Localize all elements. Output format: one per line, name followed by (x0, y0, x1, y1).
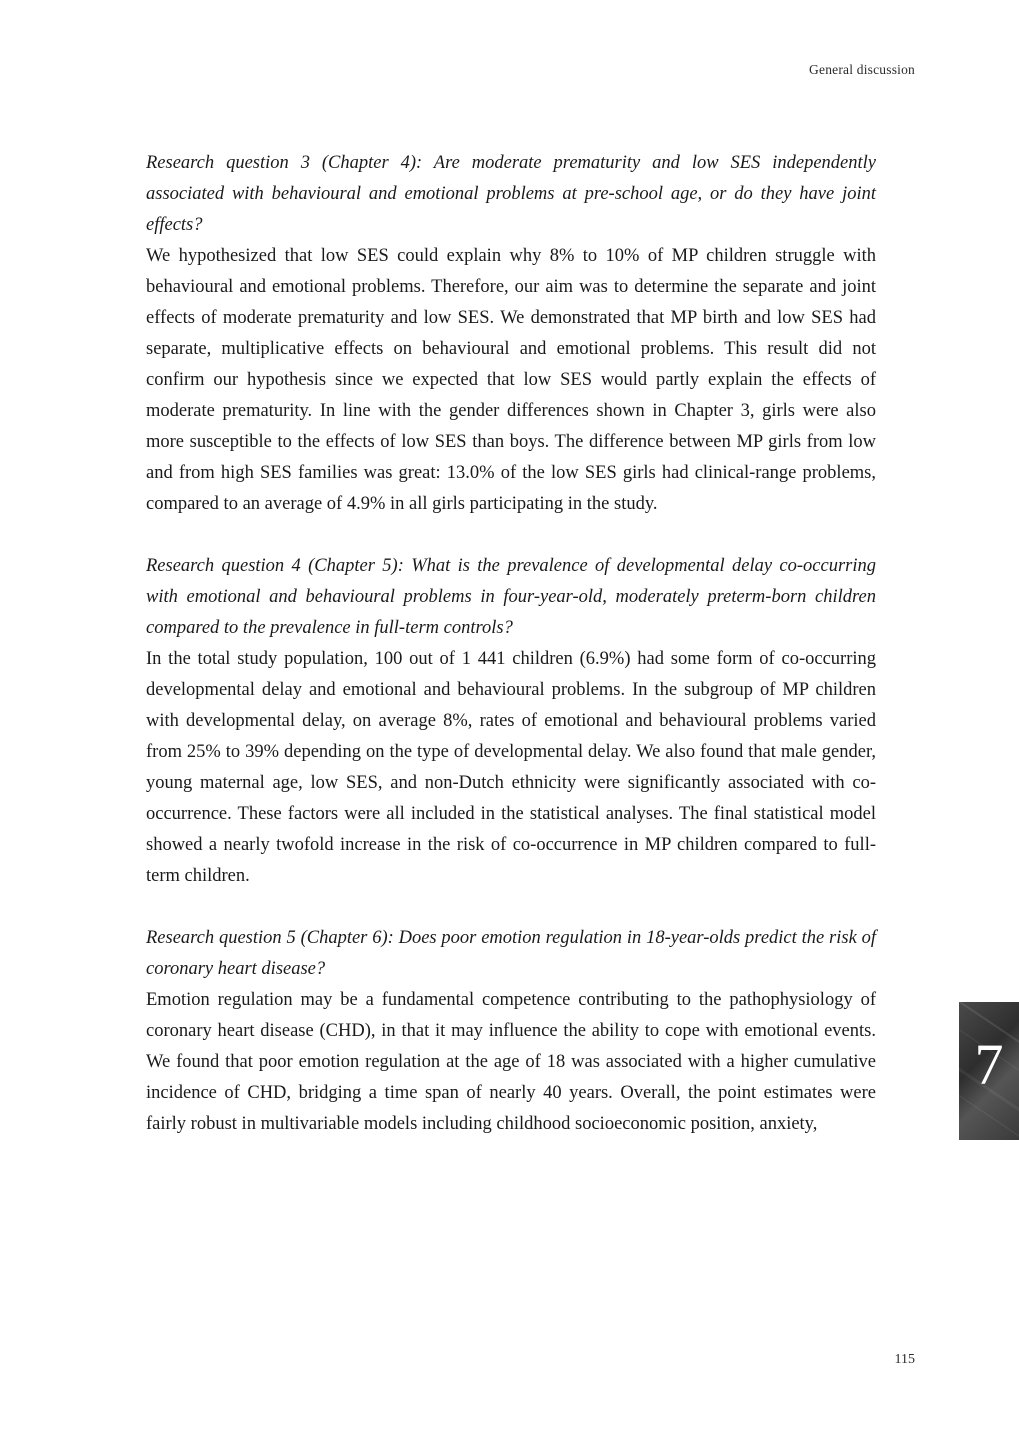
research-question-body: In the total study population, 100 out of 1 441 children (6.9%) had some form of co-occurring developmental delay and emotional and behavioural problems. In the subgroup of MP children with developmental delay, on average 8%, rates of emotional and behavioural problems varied from 25% to 39% depending on the type of developmental delay. We also found that male gender, young maternal age, low SES, and non-Dutch ethnicity were significantly associated with co-occurrence. These factors were all included in the statistical analyses. The final statistical model showed a nearly twofold increase in the risk of co-occurrence in MP children compared to full-term children. (146, 649, 876, 886)
research-question-heading: Research question 5 (Chapter 6): Does poor emotion regulation in 18-year-olds predict the risk of coronary heart disease? (146, 928, 876, 979)
section-research-question-4 (146, 551, 876, 892)
page-number: 115 (894, 1352, 915, 1367)
section-research-question-5 (146, 923, 876, 1140)
running-head: General discussion (809, 62, 915, 77)
research-question-body: We hypothesized that low SES could explain why 8% to 10% of MP children struggle with behavioural and emotional problems. Therefore, our aim was to determine the separate and joint effects of moderate prematurity and low SES. We demonstrated that MP birth and low SES had separate, multiplicative effects on behavioural and emotional problems. This result did not confirm our hypothesis since we expected that low SES would partly explain the effects of moderate prematurity. In line with the gender differences shown in Chapter 3, girls were also more susceptible to the effects of low SES than boys. The difference between MP girls from low and from high SES families was great: 13.0% of the low SES girls had clinical-range problems, compared to an average of 4.9% in all girls participating in the study. (146, 246, 876, 514)
section-research-question-3 (146, 148, 876, 520)
page-body (146, 148, 876, 1140)
research-question-body: Emotion regulation may be a fundamental competence contributing to the pathophysiology of coronary heart disease (CHD), in that it may influence the ability to cope with emotional events. We found that poor emotion regulation at the age of 18 was associated with a higher cumulative incidence of CHD, bridging a time span of nearly 40 years. Overall, the point estimates were fairly robust in multivariable models including childhood socioeconomic position, anxiety, (146, 990, 876, 1134)
research-question-heading: Research question 4 (Chapter 5): What is the prevalence of developmental delay co-occurring with emotional and behavioural problems in four-year-old, moderately preterm-born children compared to the prevalence in full-term controls? (146, 556, 876, 638)
chapter-number: 7 (974, 1032, 1004, 1097)
research-question-heading: Research question 3 (Chapter 4): Are moderate prematurity and low SES independently associated with behavioural and emotional problems at pre-school age, or do they have joint effects? (146, 153, 876, 235)
chapter-thumb-tab (959, 1002, 1019, 1140)
